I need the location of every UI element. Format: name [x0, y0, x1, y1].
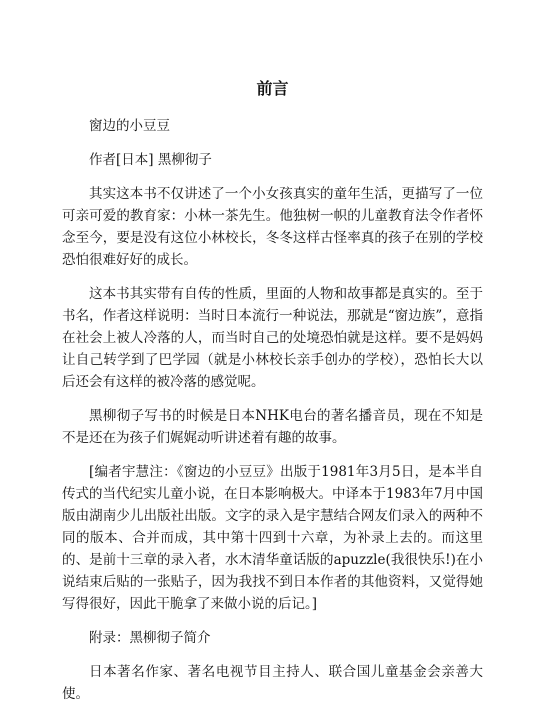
editor-note-paragraph: [编者宇慧注：《窗边的小豆豆》出版于1981年3月5日，是本半自传式的当代纪实儿童小说，在日本影响极大。中译本于1983年7月中国版由湖南少儿出版社出版。文字的录入是宇慧结合网友们录入的两种不同的版本、合并而成，其中第十四到十六章，为补录上去的。而这里的、是前十三章的录入者，水木清华童话版的apuzzle(我很快乐!)在小说结束后贴的一张贴子，因为我找不到日本作者的其他资料，又觉得她写得很好，因此干脆拿了来做小说的后记。] — [62, 464, 483, 612]
body-paragraph: 其实这本书不仅讲述了一个小女孩真实的童年生活，更描写了一位可亲可爱的教育家：小林一茶先生。他独树一帜的儿童教育法令作者怀念至今，要是没有这位小林校长，冬冬这样古怪率真的孩子在别的学校恐怕很难好好的成长。 — [62, 186, 483, 268]
appendix-heading: 附录：黑柳彻子简介 — [89, 630, 211, 646]
author-line: 作者[日本] 黑柳彻子 — [89, 152, 212, 168]
appendix-text: 日本著名作家、著名电视节目主持人、联合国儿童基金会亲善大使。 — [62, 664, 483, 702]
body-paragraph: 这本书其实带有自传的性质，里面的人物和故事都是真实的。至于书名，作者这样说明：当时日本流行一种说法，那就是“窗边族”，意指在社会上被人冷落的人，而当时自己的处境恐怕就是这样。要不是妈妈让自己转学到了巴学园（就是小林校长亲手创办的学校），恐怕长大以后还会有这样的被冷落的感觉呢。 — [62, 286, 483, 390]
page-title: 前言 — [256, 79, 289, 98]
book-title: 窗边的小豆豆 — [89, 118, 170, 134]
body-paragraph: 黑柳彻子写书的时候是日本NHK电台的著名播音员，现在不知是不是还在为孩子们娓娓动听讲述着有趣的故事。 — [62, 408, 483, 446]
